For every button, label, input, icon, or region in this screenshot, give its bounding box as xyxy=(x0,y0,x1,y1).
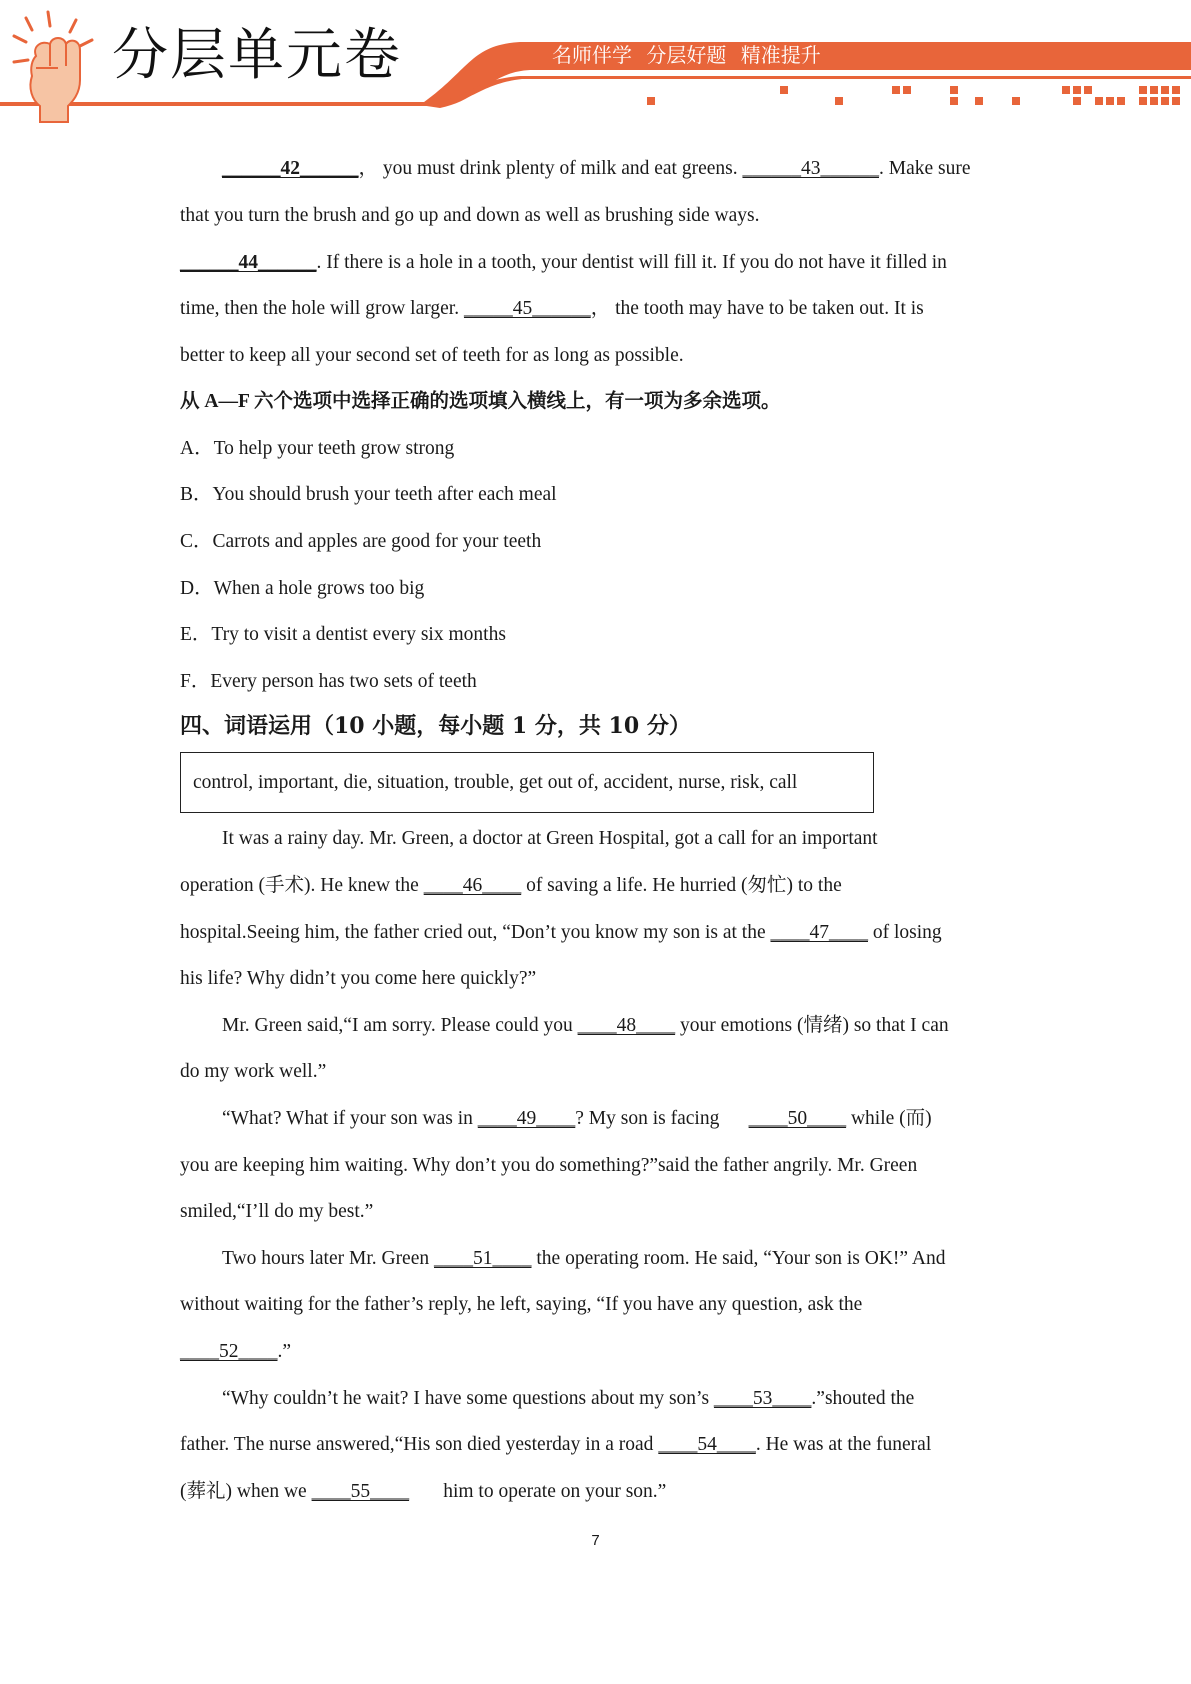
passage-line: ______42______， you must drink plenty of milk and eat greens. ______43______. Make sure xyxy=(222,158,971,179)
blank-42: ______42______ xyxy=(222,158,359,179)
header-slogan: 名师伴学 分层好题 精准提升 xyxy=(552,43,821,67)
word-bank: control, important, die, situation, trouble, get out of, accident, nurse, risk, call xyxy=(180,752,874,813)
passage-line: It was a rainy day. Mr. Green, a doctor at Green Hospital, got a call for an important xyxy=(222,828,878,849)
blank-44: ______44______ xyxy=(180,252,317,273)
passage-line: ______44______. If there is a hole in a tooth, your dentist will fill it. If you do not have it filled in xyxy=(180,252,947,273)
passage-line: smiled,“I’ll do my best.” xyxy=(180,1201,374,1222)
page-header xyxy=(0,0,1191,130)
passage-line: (葬礼) when we ____55____ him to operate on your son.” xyxy=(180,1481,667,1502)
passage-line: operation (手术). He knew the ____46____ of saving a life. He hurried (匆忙) to the xyxy=(180,875,842,896)
brand-title: 分层单元卷 xyxy=(112,23,402,88)
page-number: 7 xyxy=(591,1532,600,1549)
blank-48: ____48____ xyxy=(577,1015,676,1036)
blank-51: ____51____ xyxy=(434,1248,532,1269)
blank-47: ____47____ xyxy=(770,922,868,943)
instruction: 从 A—F 六个选项中选择正确的选项填入横线上，有一项为多余选项。 xyxy=(180,391,781,412)
option-e: E．Try to visit a dentist every six months xyxy=(180,624,506,645)
blank-46: ____46____ xyxy=(423,875,522,896)
option-b: B．You should brush your teeth after each meal xyxy=(180,484,557,505)
raised-fist-icon xyxy=(8,10,108,130)
passage-line: time, then the hole will grow larger. _____45______， the tooth may have to be taken out. It is xyxy=(180,298,924,319)
passage-line: his life? Why didn’t you come here quickly?” xyxy=(180,968,537,989)
option-f: F．Every person has two sets of teeth xyxy=(180,671,477,692)
blank-54: ____54____ xyxy=(658,1434,756,1455)
blank-53: ____53____ xyxy=(713,1388,812,1409)
passage-line: father. The nurse answered,“His son died yesterday in a road ____54____. He was at the funeral xyxy=(180,1434,932,1455)
blank-52: ____52____ xyxy=(180,1341,278,1362)
passage-line: Mr. Green said,“I am sorry. Please could you ____48____ your emotions (情绪) so that I can xyxy=(222,1015,949,1036)
blank-45: _____45______ xyxy=(463,298,591,319)
passage-line: “What? What if your son was in ____49____? My son is facing ____50____ while (而) xyxy=(222,1108,932,1129)
passage-line: better to keep all your second set of teeth for as long as possible. xyxy=(180,345,684,366)
option-d: D．When a hole grows too big xyxy=(180,578,425,599)
passage-line: hospital.Seeing him, the father cried out, “Don’t you know my son is at the ____47____ of losing xyxy=(180,922,942,943)
passage-line: without waiting for the father’s reply, he left, saying, “If you have any question, ask the xyxy=(180,1294,863,1315)
blank-49: ____49____ xyxy=(477,1108,576,1129)
option-c: C．Carrots and apples are good for your teeth xyxy=(180,531,542,552)
passage-line: ____52____.” xyxy=(180,1341,292,1362)
blank-43: ______43______ xyxy=(742,158,879,179)
blank-55: ____55____ xyxy=(311,1481,410,1502)
passage-line: that you turn the brush and go up and down as well as brushing side ways. xyxy=(180,205,760,226)
passage-line: Two hours later Mr. Green ____51____ the operating room. He said, “Your son is OK!” And xyxy=(222,1248,946,1269)
blank-50: ____50____ xyxy=(748,1108,847,1129)
passage-line: do my work well.” xyxy=(180,1061,327,1082)
section-heading: 四、词语运用（10 小题，每小题 1 分，共 10 分） xyxy=(180,713,691,739)
passage-line: you are keeping him waiting. Why don’t you do something?”said the father angrily. Mr. Green xyxy=(180,1155,918,1176)
option-a: A．To help your teeth grow strong xyxy=(180,438,455,459)
passage-line: “Why couldn’t he wait? I have some questions about my son’s ____53____.”shouted the xyxy=(222,1388,915,1409)
